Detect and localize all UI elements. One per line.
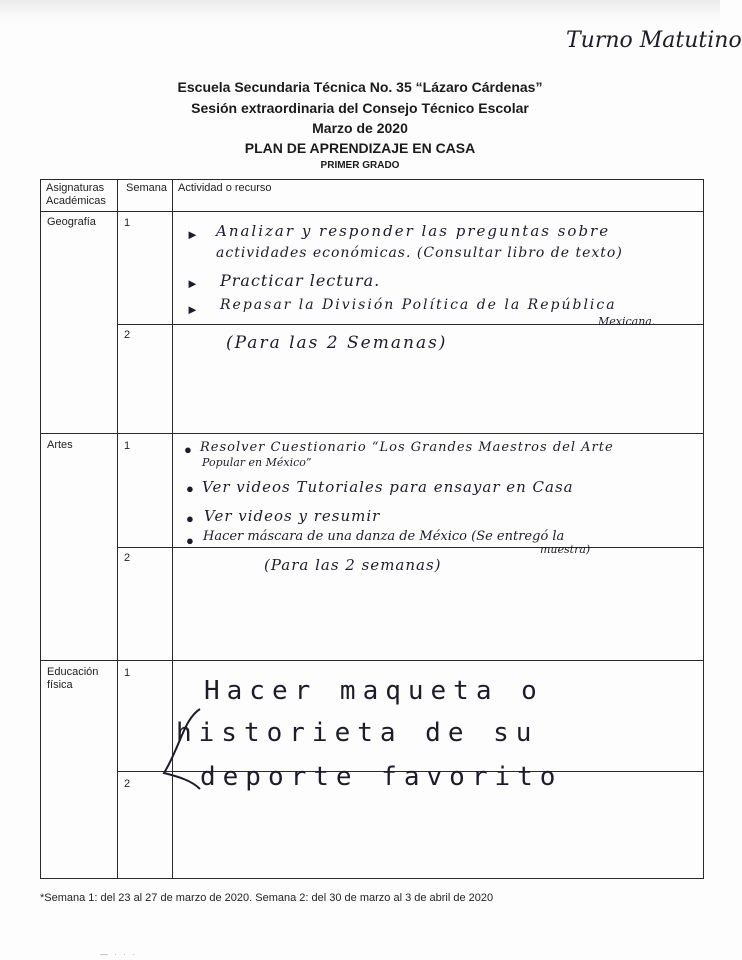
subject-educacion-fisica: Educación física [47, 666, 99, 691]
shift-note: Turno Matutino [566, 28, 742, 53]
arrow-bullet-icon: ► [186, 302, 199, 317]
col-divider-1 [117, 179, 118, 879]
week-number: 2 [124, 329, 131, 341]
col-header-activity: Actividad o recurso [178, 182, 272, 194]
activity-line: Mexicana. [598, 315, 656, 328]
dot-bullet-icon: ● [184, 442, 192, 457]
session-title: Sesión extraordinaria del Consejo Técnico Escolar [191, 100, 529, 116]
dot-bullet-icon: ● [186, 533, 194, 548]
week-number: 1 [124, 440, 131, 452]
subject-geografia: Geografía [47, 216, 96, 228]
plan-table [40, 179, 704, 879]
activity-line: Analizar y responder las preguntas sobre [216, 222, 611, 240]
week-number: 2 [124, 778, 131, 790]
header-divider [40, 211, 704, 212]
dot-bullet-icon: ● [186, 481, 194, 496]
table-border-bottom [40, 878, 704, 879]
activity-line: Hacer maqueta o [204, 676, 544, 706]
activity-line: Ver videos Tutoriales para ensayar en Casa [202, 478, 574, 496]
dot-bullet-icon: ● [186, 511, 194, 526]
arrow-bullet-icon: ► [186, 276, 199, 291]
grade-title: PRIMER GRADO [320, 160, 400, 171]
row-divider-geo-artes [40, 433, 704, 434]
footnote: *Semana 1: del 23 al 27 de marzo de 2020. Semana 2: del 30 de marzo al 3 de abril de 2020 [40, 892, 494, 904]
week-number: 1 [124, 667, 131, 679]
week-number: 2 [124, 552, 131, 564]
activity-line: Ver videos y resumir [204, 507, 381, 525]
activity-line: deporte favorito [200, 762, 563, 792]
activity-line: muestra) [540, 543, 591, 556]
date-line: Marzo de 2020 [312, 120, 408, 136]
col-header-subject: Asignaturas Académicas [46, 182, 106, 207]
plan-title: PLAN DE APRENDIZAJE EN CASA [244, 140, 476, 156]
subject-artes: Artes [47, 439, 73, 451]
activity-line: Popular en México” [202, 456, 312, 469]
arrow-bullet-icon: ► [186, 227, 199, 242]
activity-line: Repasar la División Política de la República [220, 297, 617, 313]
table-border-top [40, 179, 704, 180]
school-name: Escuela Secundaria Técnica No. 35 “Lázaro Cárdenas” [177, 79, 543, 95]
col-header-week: Semana [126, 182, 167, 194]
activity-line: Hacer máscara de una danza de México (Se entregó la [203, 529, 565, 544]
week-number: 1 [124, 217, 131, 229]
table-border-right [703, 179, 704, 879]
week2-note: (Para las 2 semanas) [264, 556, 442, 574]
activity-line: historieta de su [176, 718, 539, 748]
row-divider-artes-ef [40, 660, 704, 661]
activity-line: actividades económicas. (Consultar libro de texto) [216, 245, 623, 261]
week2-note: (Para las 2 Semanas) [226, 333, 448, 353]
scan-artifact: — · · · [100, 950, 137, 959]
artes-week-divider [117, 547, 704, 548]
table-border-left [40, 179, 41, 879]
scan-shadow [0, 0, 720, 22]
activity-line: Resolver Cuestionario “Los Grandes Maestros del Arte [200, 440, 614, 455]
activity-line: Practicar lectura. [220, 271, 381, 290]
